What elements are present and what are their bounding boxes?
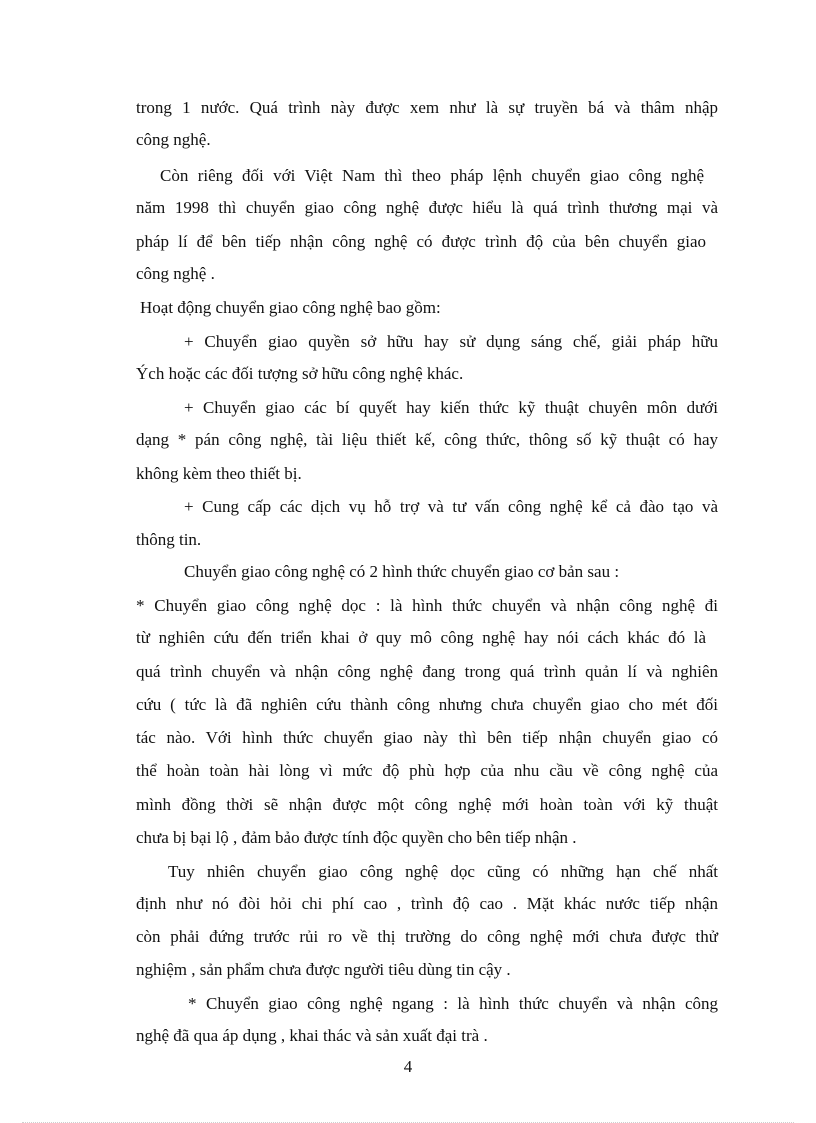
text-line: + Chuyển giao các bí quyết hay kiến thức kỹ thuật chuyên môn dưới: [184, 398, 718, 417]
text-line: chưa bị bại lộ , đảm bảo được tính độc quyền cho bên tiếp nhận .: [136, 828, 577, 847]
text-line: Ých hoặc các đối tượng sở hữu công nghệ khác.: [136, 364, 464, 383]
text-line: pháp lí để bên tiếp nhận công nghệ có được trình độ của bên chuyển giao: [136, 232, 706, 251]
text-line: trong 1 nước. Quá trình này được xem như là sự truyền bá và thâm nhập: [136, 98, 718, 117]
text-line: còn phải đứng trước rủi ro về thị trường do công nghệ mới chưa được thử: [136, 927, 718, 946]
text-line: công nghệ .: [136, 264, 215, 283]
text-line: dạng * pán công nghệ, tài liệu thiết kế, công thức, thông số kỹ thuật có hay: [136, 430, 718, 449]
text-line: Chuyển giao công nghệ có 2 hình thức chuyển giao cơ bản sau :: [184, 562, 620, 581]
text-line: quá trình chuyển và nhận công nghệ đang trong quá trình quản lí và nghiên: [136, 662, 718, 681]
text-line: Tuy nhiên chuyển giao công nghệ dọc cũng có những hạn chế nhất: [168, 862, 718, 881]
text-line: tác nào. Với hình thức chuyển giao này thì bên tiếp nhận chuyển giao có: [136, 728, 718, 747]
text-line: thể hoàn toàn hài lòng vì mức độ phù hợp của nhu cầu về công nghệ của: [136, 761, 718, 780]
page-number: 4: [403, 1057, 413, 1076]
text-line: thông tin.: [136, 530, 202, 549]
text-line: cứu ( tức là đã nghiên cứu thành công nhưng chưa chuyển giao cho mét đối: [136, 695, 718, 714]
text-line: Hoạt động chuyển giao công nghệ bao gồm:: [140, 298, 441, 317]
text-line: từ nghiên cứu đến triển khai ở quy mô công nghệ hay nói cách khác đó là: [136, 628, 706, 647]
text-line: mình đồng thời sẽ nhận được một công nghệ mới hoàn toàn với kỹ thuật: [136, 795, 718, 814]
text-line: * Chuyển giao công nghệ ngang : là hình thức chuyển và nhận công: [188, 994, 718, 1013]
text-line: công nghệ.: [136, 130, 211, 149]
text-line: không kèm theo thiết bị.: [136, 464, 302, 483]
text-line: * Chuyển giao công nghệ dọc : là hình thức chuyển và nhận công nghệ đi: [136, 596, 718, 615]
text-line: nghiệm , sản phẩm chưa được người tiêu dùng tin cậy .: [136, 960, 511, 979]
text-line: + Chuyển giao quyền sở hữu hay sử dụng sáng chế, giải pháp hữu: [184, 332, 718, 351]
text-line: Còn riêng đối với Việt Nam thì theo pháp lệnh chuyển giao công nghệ: [160, 166, 704, 185]
text-line: + Cung cấp các dịch vụ hỗ trợ và tư vấn công nghệ kể cả đào tạo và: [184, 497, 718, 516]
text-line: định như nó đòi hỏi chi phí cao , trình độ cao . Mặt khác nước tiếp nhận: [136, 894, 718, 913]
text-line: năm 1998 thì chuyển giao công nghệ được hiểu là quá trình thương mại và: [136, 198, 718, 217]
text-line: nghệ đã qua áp dụng , khai thác và sản xuất đại trà .: [136, 1026, 488, 1045]
